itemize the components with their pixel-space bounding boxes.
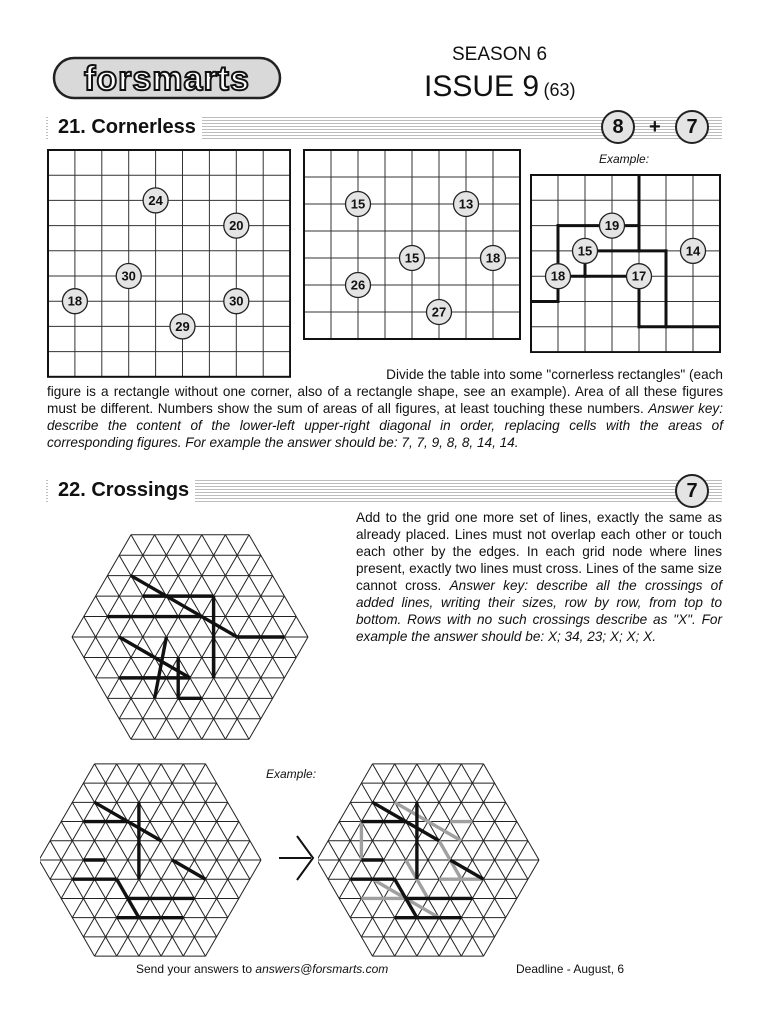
puzzle21-title: 21. Cornerless [48, 115, 202, 139]
plus-sign: + [649, 116, 661, 138]
number-label: 13 [458, 196, 474, 212]
puzzle22-description [356, 509, 722, 645]
number-label: 18 [550, 268, 566, 284]
number-label: 17 [631, 268, 647, 284]
number-label: 20 [229, 218, 244, 234]
footer-send [136, 962, 388, 976]
puzzle21-description [47, 383, 723, 451]
number-label: 26 [350, 277, 366, 293]
number-label: 30 [121, 268, 136, 284]
score-badge-22: 7 [675, 474, 709, 508]
season-label: SEASON 6 [452, 44, 548, 65]
puzzle21-rules: figure is a rectangle without one corner, also of a rectangle shape, see an example). Area of all these figures must be different. Numbers show the sum of areas of all figures, at least touching these numbers. [47, 384, 723, 416]
number-label: 18 [67, 293, 83, 309]
number-label: 14 [685, 243, 701, 259]
number-label: 27 [431, 304, 447, 320]
puzzle22-title: 22. Crossings [48, 478, 195, 502]
puzzle22-answer-key: Answer key: describe all the crossings of added lines, writing their sizes, row by row, from top to bottom. Rows with no such crossings describe as "X". For example the answer should be: X; 34, 23; X; X; X. [356, 578, 722, 644]
arrow-icon [275, 828, 319, 888]
issue-label: ISSUE 9 [424, 70, 540, 103]
score-badge-a: 8 [601, 110, 635, 144]
number-label: 19 [604, 218, 620, 234]
footer-deadline: Deadline - August, 6 [516, 962, 625, 976]
number-label: 15 [350, 196, 366, 212]
puzzle21-answer-key: Answer key: describe the content of the lower-left upper-right diagonal in order, replacing cells with the areas of corresponding figures. For example the answer should be: 7, 7, 9, 8, 8, 14, 14. [47, 401, 723, 450]
footer-send-text: Send your answers to [136, 962, 256, 976]
puzzle22-rules: Add to the grid one more set of lines, exactly the same as already placed. Lines must not overlap each other or touch each other by the edges. In each grid node where lines present, exactly two lines must cross. Lines of the same size cannot cross. [356, 510, 722, 593]
number-label: 18 [485, 250, 501, 266]
cornerless-grid-1 [47, 149, 291, 378]
issue-number: (63) [543, 80, 576, 100]
svg-text:forsmarts: forsmarts [84, 60, 250, 98]
puzzle21-lead: Divide the table into some "cornerless rectangles" (each [386, 367, 723, 382]
number-label: 15 [404, 250, 420, 266]
cornerless-grid-2 [303, 149, 521, 342]
score-badge-b: 7 [675, 110, 709, 144]
crossings-puzzle-grid [40, 512, 340, 762]
example-label-22: Example: [266, 767, 317, 781]
crossings-example-after [318, 762, 558, 960]
number-label: 30 [229, 293, 244, 309]
issue-title [424, 70, 576, 104]
number-label: 29 [175, 318, 190, 334]
crossings-example-before [40, 762, 280, 960]
footer-email-link[interactable]: answers@forsmarts.com [255, 962, 389, 976]
cornerless-example-grid [530, 174, 721, 353]
example-label-21: Example: [599, 152, 650, 166]
number-label: 24 [148, 192, 163, 208]
number-label: 15 [577, 243, 593, 259]
logo [48, 44, 286, 108]
